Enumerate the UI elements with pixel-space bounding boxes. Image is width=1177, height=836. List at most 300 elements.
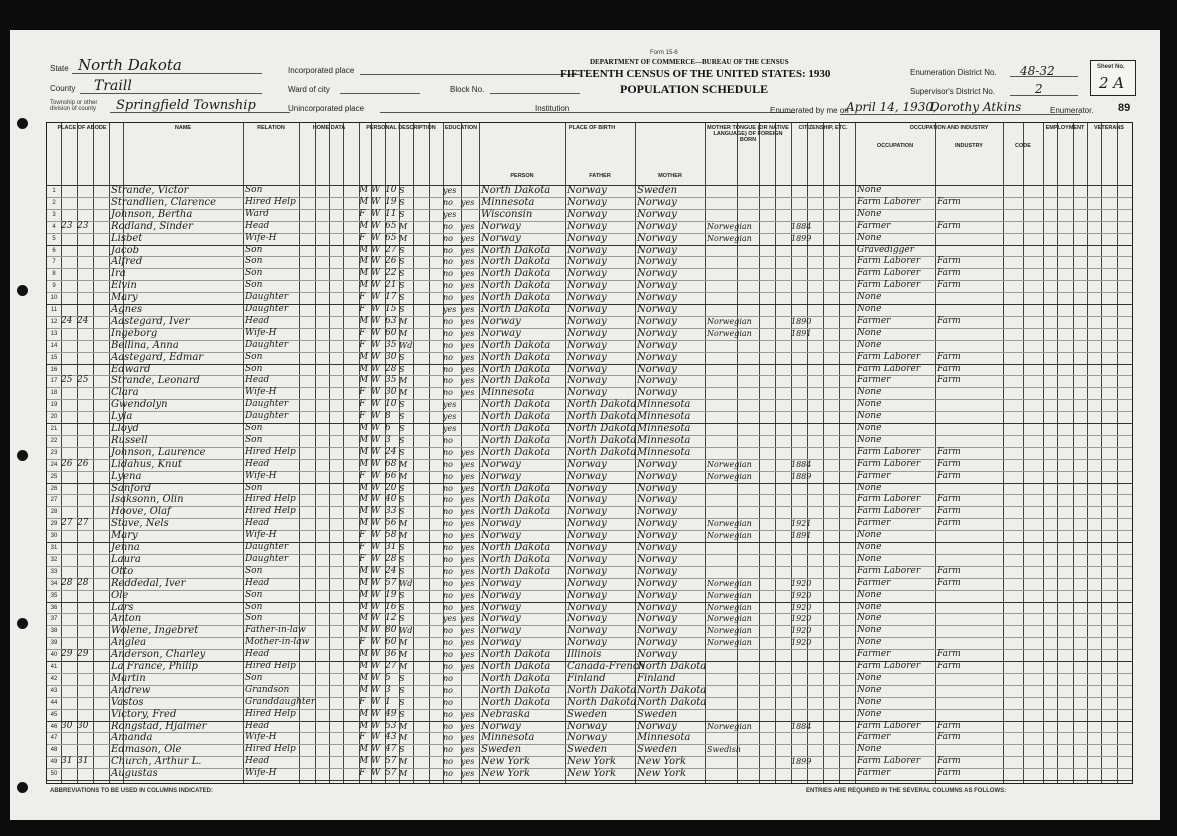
cell-n: 29	[50, 521, 58, 528]
cell-age: 57	[385, 577, 397, 588]
cell-ms: S	[399, 566, 405, 576]
department-title: DEPARTMENT OF COMMERCE—BUREAU OF THE CENSUS	[590, 58, 789, 66]
cell-name: Ira	[111, 268, 126, 280]
cell-birth: North Dakota	[481, 399, 551, 411]
cell-name: Rodland, Sinder	[111, 220, 193, 232]
cell-name: Elvin	[111, 280, 137, 292]
cell-ms: M	[399, 769, 408, 779]
cell-rel: Son	[245, 672, 263, 683]
cell-ind: Farm	[937, 494, 961, 505]
cell-birth: Norway	[481, 637, 521, 649]
cell-sch: no	[443, 435, 453, 445]
cell-sch: no	[443, 769, 453, 779]
cell-mother: Norway	[637, 375, 677, 387]
cell-race: W	[371, 506, 381, 517]
cell-tongue: Norwegian	[707, 638, 752, 648]
cell-tongue: Norwegian	[707, 233, 752, 243]
enum-district-label: Enumeration District No.	[910, 68, 997, 77]
cell-n: 26	[50, 485, 58, 492]
cell-name: Lidahus, Knut	[111, 458, 182, 470]
cell-father: Norway	[567, 280, 607, 292]
cell-ms: M	[399, 376, 408, 386]
cell-age: 35	[385, 375, 397, 386]
cell-occ: Farm Laborer	[857, 494, 921, 505]
cell-sex: M	[359, 518, 369, 529]
cell-sch: no	[443, 316, 453, 326]
cell-rel: Head	[245, 720, 270, 731]
cell-birth: Norway	[481, 315, 521, 327]
cell-fam: 27	[77, 518, 89, 529]
cell-sch: no	[443, 340, 453, 350]
cell-age: 28	[385, 363, 397, 374]
cell-sch: no	[443, 578, 453, 588]
cell-sch: no	[443, 554, 453, 564]
cell-mother: Norway	[637, 577, 677, 589]
cell-yr: 1884	[791, 459, 812, 469]
cell-occ: Farmer	[857, 577, 891, 588]
cell-lit: yes	[461, 328, 475, 338]
cell-lit: yes	[461, 483, 475, 493]
cell-name: Jenna	[111, 542, 140, 553]
cell-lit: yes	[461, 578, 475, 588]
cell-ms: S	[399, 400, 405, 410]
cell-mother: Norway	[637, 458, 677, 470]
sheet-footer	[46, 786, 1131, 816]
state-value: North Dakota	[78, 56, 182, 74]
cell-tongue: Norwegian	[707, 602, 752, 612]
col-group-mother-tongue: MOTHER TONGUE (OR NATIVE LANGUAGE) OF FOREIGN BORN	[707, 125, 789, 143]
cell-n: 24	[50, 461, 58, 468]
cell-mother: Norway	[637, 196, 677, 208]
cell-mother: Sweden	[637, 744, 678, 756]
cell-sch: no	[443, 650, 453, 660]
cell-ms: S	[399, 412, 405, 422]
cell-mother: Norway	[637, 292, 677, 304]
cell-sex: M	[359, 363, 369, 374]
cell-name: Ole	[111, 589, 129, 601]
cell-mother: Norway	[637, 327, 677, 339]
cell-rel: Head	[245, 577, 270, 588]
cell-occ: None	[857, 625, 882, 636]
cell-ms: S	[399, 602, 405, 612]
cell-mother: Norway	[637, 530, 677, 542]
cell-birth: North Dakota	[481, 434, 551, 446]
cell-birth: North Dakota	[481, 351, 551, 363]
cell-sch: no	[443, 602, 453, 612]
cell-sch: no	[443, 245, 453, 255]
cell-father: New York	[567, 756, 616, 768]
col-group-name: NAME	[174, 125, 192, 131]
cell-race: W	[371, 446, 381, 457]
cell-sex: M	[359, 744, 369, 755]
binder-hole	[17, 118, 28, 129]
cell-father: North Dakota	[567, 446, 637, 458]
cell-n: 50	[50, 771, 58, 778]
cell-race: W	[371, 649, 381, 660]
cell-name: Anglea	[111, 637, 147, 649]
cell-sex: M	[359, 268, 369, 279]
cell-age: 8	[385, 411, 391, 422]
cell-mother: North Dakota	[637, 661, 707, 672]
cell-age: 10	[385, 399, 397, 410]
cell-sex: M	[359, 565, 369, 576]
cell-name: Clara	[111, 387, 139, 399]
cell-name: Gwendolyn	[111, 399, 168, 411]
cell-ms: Wd	[399, 626, 413, 636]
cell-occ: None	[857, 411, 882, 422]
cell-n: 41	[50, 664, 58, 670]
cell-father: North Dakota	[567, 411, 637, 423]
cell-ind: Farm	[937, 280, 961, 291]
cell-sch: yes	[443, 186, 457, 195]
cell-sex: M	[359, 185, 369, 195]
supervisor-label: Supervisor's District No.	[910, 87, 996, 96]
cell-n: 12	[50, 318, 58, 325]
cell-name: Lyena	[111, 470, 142, 482]
cell-mother: Minnesota	[637, 446, 691, 458]
cell-sex: F	[359, 637, 366, 648]
cell-lit: yes	[461, 293, 475, 303]
cell-rel: Head	[245, 649, 270, 660]
cell-n: 36	[50, 604, 58, 611]
cell-lit: yes	[461, 245, 475, 255]
cell-ind: Farm	[937, 470, 961, 481]
cell-lit: yes	[461, 495, 475, 505]
cell-ms: S	[399, 209, 405, 219]
cell-mother: Norway	[637, 601, 677, 613]
cell-sex: M	[359, 506, 369, 517]
cell-father: Norway	[567, 268, 607, 280]
cell-sch: yes	[443, 400, 457, 410]
cell-yr: 1899	[791, 233, 812, 243]
cell-lit: yes	[461, 638, 475, 648]
cell-n: 32	[50, 556, 58, 563]
cell-ms: S	[399, 435, 405, 445]
cell-sch: no	[443, 376, 453, 386]
cell-birth: North Dakota	[481, 482, 551, 494]
cell-mother: Norway	[637, 506, 677, 518]
cell-lit: yes	[461, 459, 475, 469]
cell-ms: S	[399, 269, 405, 279]
cell-occ: Farm Laborer	[857, 661, 921, 671]
cell-age: 1	[385, 696, 391, 707]
cell-name: Lloyd	[111, 423, 139, 434]
cell-occ: Farm Laborer	[857, 506, 921, 517]
cell-sex: F	[359, 387, 366, 398]
cell-sex: M	[359, 577, 369, 588]
binder-hole	[17, 782, 28, 793]
cell-mother: Norway	[637, 363, 677, 375]
cell-race: W	[371, 518, 381, 529]
sheet-number-box	[1090, 60, 1136, 96]
cell-ind: Farm	[937, 375, 961, 386]
cell-father: Norway	[567, 315, 607, 327]
cell-tongue: Norwegian	[707, 328, 752, 338]
cell-race: W	[371, 458, 381, 469]
cell-occ: Farm Laborer	[857, 565, 921, 576]
cell-n: 46	[50, 723, 58, 730]
cell-lit: yes	[461, 614, 475, 624]
cell-sex: M	[359, 375, 369, 386]
cell-ind: Farm	[937, 506, 961, 517]
cell-race: W	[371, 268, 381, 279]
cell-occ: None	[857, 482, 882, 493]
cell-mother: New York	[637, 756, 686, 768]
cell-mother: Norway	[637, 208, 677, 220]
cell-name: Martin	[111, 672, 146, 684]
cell-n: 15	[50, 354, 58, 361]
cell-father: Norway	[567, 304, 607, 315]
cell-occ: None	[857, 542, 882, 552]
cell-rel: Hired Help	[245, 506, 296, 517]
cell-age: 57	[385, 768, 397, 779]
cell-race: W	[371, 244, 381, 255]
county-label: County	[50, 84, 76, 93]
cell-birth: Sweden	[481, 744, 522, 756]
cell-birth: Minnesota	[481, 196, 535, 208]
cell-sex: M	[359, 661, 369, 671]
cell-rel: Wife-H	[245, 470, 277, 481]
cell-sex: M	[359, 458, 369, 469]
cell-n: 27	[50, 497, 58, 504]
cell-race: W	[371, 304, 381, 314]
cell-lit: yes	[461, 566, 475, 576]
cell-ms: M	[399, 519, 408, 529]
cell-rel: Wife-H	[245, 530, 277, 541]
cell-n: 10	[50, 295, 58, 302]
cell-name: Amanda	[111, 732, 153, 744]
cell-ms: M	[399, 721, 408, 731]
supervisor-value: 2	[1035, 82, 1043, 96]
cell-father: Norway	[567, 339, 607, 351]
cell-n: 37	[50, 616, 58, 623]
cell-sch: no	[443, 221, 453, 231]
cell-ind: Farm	[937, 256, 961, 267]
cell-father: Norway	[567, 327, 607, 339]
cell-sex: F	[359, 732, 366, 743]
cell-sex: M	[359, 756, 369, 767]
cell-sex: M	[359, 613, 369, 624]
cell-mother: Norway	[637, 256, 677, 268]
cell-name: Lisbet	[111, 232, 143, 244]
cell-ms: S	[399, 507, 405, 517]
cell-race: W	[371, 339, 381, 350]
enumerator-label: Enumerator.	[1050, 106, 1094, 115]
cell-birth: North Dakota	[481, 565, 551, 577]
cell-rel: Hired Help	[245, 196, 296, 207]
cell-age: 30	[385, 387, 397, 398]
schedule-title: POPULATION SCHEDULE	[620, 82, 769, 96]
cell-n: 13	[50, 330, 58, 337]
cell-race: W	[371, 375, 381, 386]
cell-n: 3	[52, 211, 56, 218]
cell-name: Victory, Fred	[111, 708, 177, 720]
cell-lit: yes	[461, 531, 475, 541]
cell-birth: North Dakota	[481, 494, 551, 506]
cell-mother: Norway	[637, 268, 677, 280]
cell-mother: North Dakota	[637, 684, 707, 696]
cell-lit: yes	[461, 626, 475, 636]
form-number: Form 15-6	[650, 50, 678, 56]
cell-father: Norway	[567, 244, 607, 256]
cell-father: Norway	[567, 506, 607, 518]
cell-age: 80	[385, 625, 397, 636]
cell-father: Sweden	[567, 744, 608, 756]
cell-name: Jacob	[111, 244, 139, 256]
cell-ind: Farm	[937, 756, 961, 767]
cell-race: W	[371, 423, 381, 433]
cell-race: W	[371, 601, 381, 612]
cell-occ: Farm Laborer	[857, 720, 921, 731]
unincorporated-label: Unincorporated place	[288, 104, 365, 113]
cell-birth: New York	[481, 756, 530, 768]
cell-n: 40	[50, 652, 58, 659]
cell-birth: Norway	[481, 625, 521, 637]
cell-dw: 27	[61, 518, 73, 529]
cell-race: W	[371, 720, 381, 731]
cell-sex: F	[359, 339, 366, 350]
cell-father: Norway	[567, 220, 607, 232]
cell-race: W	[371, 625, 381, 636]
cell-n: 44	[50, 699, 58, 706]
col-occupation: OCCUPATION	[876, 143, 914, 149]
cell-dw: 28	[61, 577, 73, 588]
cell-birth: North Dakota	[481, 363, 551, 375]
cell-father: Norway	[567, 196, 607, 208]
cell-age: 30	[385, 351, 397, 362]
cell-sch: no	[443, 293, 453, 303]
cell-birth: North Dakota	[481, 256, 551, 268]
cell-yr: 1921	[791, 519, 812, 529]
cell-occ: Farm Laborer	[857, 256, 921, 267]
cell-father: North Dakota	[567, 399, 637, 411]
cell-fam: 26	[77, 458, 89, 469]
cell-race: W	[371, 744, 381, 755]
cell-sch: no	[443, 269, 453, 279]
binder-hole	[17, 285, 28, 296]
cell-occ: None	[857, 744, 882, 755]
cell-sch: no	[443, 447, 453, 457]
cell-rel: Hired Help	[245, 661, 296, 671]
cell-father: Norway	[567, 542, 607, 553]
cell-age: 27	[385, 661, 397, 671]
cell-occ: Farmer	[857, 518, 891, 529]
cell-mother: Finland	[637, 672, 676, 684]
cell-rel: Son	[245, 589, 263, 600]
cell-sch: no	[443, 233, 453, 243]
cell-race: W	[371, 637, 381, 648]
cell-n: 6	[52, 247, 56, 254]
cell-ms: S	[399, 554, 405, 564]
cell-ms: M	[399, 459, 408, 469]
cell-occ: Farmer	[857, 732, 891, 743]
row-rule	[47, 780, 1132, 781]
cell-tongue: Norwegian	[707, 721, 752, 731]
cell-ms: S	[399, 673, 405, 683]
cell-n: 30	[50, 533, 58, 540]
cell-mother: New York	[637, 768, 686, 780]
cell-birth: North Dakota	[481, 423, 551, 434]
cell-lit: yes	[461, 721, 475, 731]
cell-sex: F	[359, 696, 366, 707]
cell-sch: no	[443, 519, 453, 529]
cell-ind: Farm	[937, 732, 961, 743]
cell-occ: None	[857, 601, 882, 612]
cell-father: Norway	[567, 482, 607, 494]
cell-ms: S	[399, 424, 405, 433]
cell-name: Johnson, Laurence	[111, 446, 206, 458]
cell-race: W	[371, 315, 381, 326]
cell-age: 33	[385, 506, 397, 517]
cell-n: 17	[50, 378, 58, 385]
cell-yr: 1920	[791, 602, 812, 612]
cell-father: North Dakota	[567, 434, 637, 446]
cell-father: Sweden	[567, 708, 608, 720]
cell-race: W	[371, 434, 381, 445]
cell-n: 21	[50, 426, 58, 432]
cell-age: 57	[385, 756, 397, 767]
cell-sex: F	[359, 208, 366, 219]
cell-ms: M	[399, 233, 408, 243]
cell-sex: M	[359, 244, 369, 255]
cell-tongue: Norwegian	[707, 519, 752, 529]
cell-age: 49	[385, 708, 397, 719]
cell-lit: yes	[461, 543, 475, 552]
cell-father: Norway	[567, 637, 607, 649]
cell-occ: None	[857, 339, 882, 350]
cell-sex: M	[359, 708, 369, 719]
cell-sex: F	[359, 327, 366, 338]
cell-rel: Wife-H	[245, 232, 277, 243]
cell-rel: Head	[245, 220, 270, 231]
cell-ms: M	[399, 316, 408, 326]
cell-age: 3	[385, 684, 391, 695]
cell-rel: Daughter	[245, 304, 289, 314]
cell-father: Norway	[567, 363, 607, 375]
cell-dw: 26	[61, 458, 73, 469]
cell-rel: Head	[245, 458, 270, 469]
cell-n: 1	[52, 188, 56, 194]
cell-birth: Nebraska	[481, 708, 530, 720]
cell-rel: Wife-H	[245, 732, 277, 743]
cell-name: Edward	[111, 363, 151, 375]
cell-mother: Norway	[637, 625, 677, 637]
cell-sch: no	[443, 531, 453, 541]
cell-mother: Norway	[637, 649, 677, 661]
cell-father: New York	[567, 768, 616, 780]
cell-race: W	[371, 256, 381, 267]
cell-age: 68	[385, 458, 397, 469]
cell-rel: Granddaughter	[245, 696, 316, 707]
cell-n: 31	[50, 545, 58, 551]
cell-mother: Norway	[637, 280, 677, 292]
cell-father: Illinois	[567, 649, 602, 661]
cell-name: Andrew	[111, 684, 151, 696]
cell-yr: 1890	[791, 316, 812, 326]
sheet-label: Sheet No.	[1097, 64, 1125, 70]
cell-birth: Minnesota	[481, 387, 535, 399]
cell-father: Finland	[567, 672, 606, 684]
cell-sch: no	[443, 566, 453, 576]
cell-rel: Head	[245, 315, 270, 326]
cell-name: Stave, Nels	[111, 518, 169, 530]
cell-rel: Son	[245, 613, 263, 624]
cell-sex: F	[359, 232, 366, 243]
cell-n: 2	[52, 199, 56, 206]
cell-rel: Daughter	[245, 339, 289, 350]
col-group-home-data: HOME DATA	[312, 125, 346, 131]
cell-tongue: Norwegian	[707, 614, 752, 624]
